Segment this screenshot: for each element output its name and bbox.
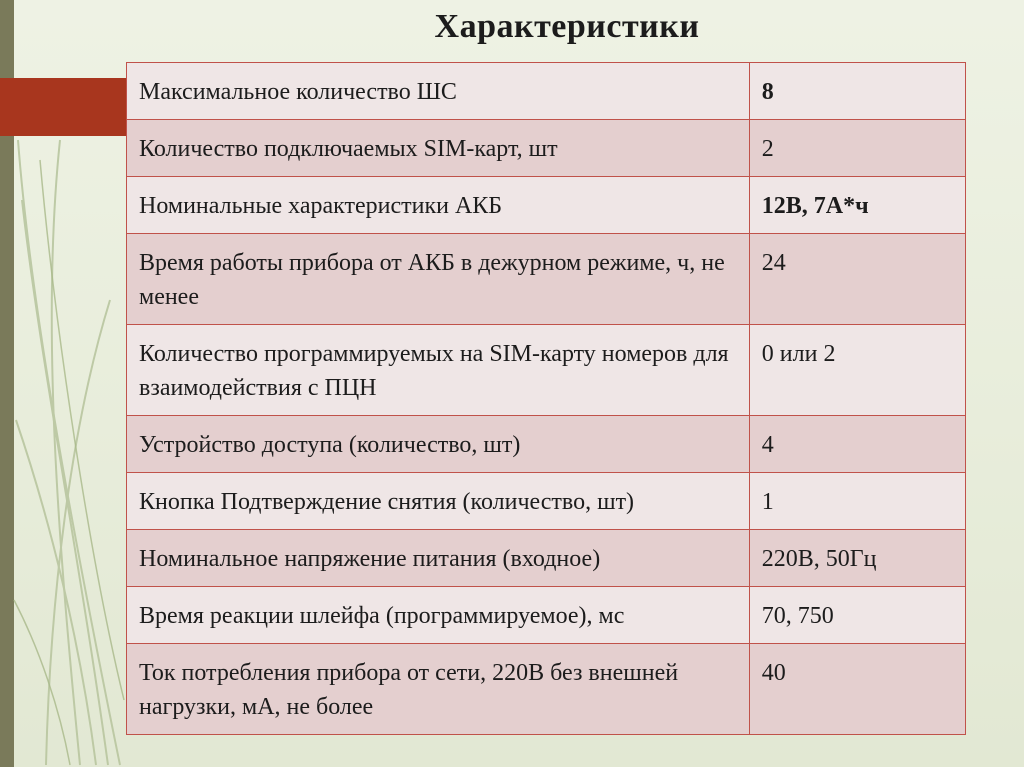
parameter-label: Номинальное напряжение питания (входное)	[127, 530, 750, 587]
parameter-value: 8	[749, 63, 965, 120]
table-row	[127, 530, 966, 587]
parameter-label: Ток потребления прибора от сети, 220В без внешней нагрузки, мА, не более	[127, 644, 750, 735]
parameter-label: Устройство доступа (количество, шт)	[127, 416, 750, 473]
table-row	[127, 120, 966, 177]
parameter-value: 0 или 2	[749, 325, 965, 416]
parameter-label: Время работы прибора от АКБ в дежурном режиме, ч, не менее	[127, 234, 750, 325]
table-row	[127, 587, 966, 644]
parameter-label: Количество подключаемых SIM-карт, шт	[127, 120, 750, 177]
table-row	[127, 177, 966, 234]
parameter-value: 1	[749, 473, 965, 530]
parameter-value: 2	[749, 120, 965, 177]
parameter-value: 220В, 50Гц	[749, 530, 965, 587]
parameter-label: Кнопка Подтверждение снятия (количество, шт)	[127, 473, 750, 530]
table-row	[127, 644, 966, 735]
parameter-value: 24	[749, 234, 965, 325]
page-title: Характеристики	[434, 8, 700, 45]
parameter-label: Время реакции шлейфа (программируемое), мс	[127, 587, 750, 644]
parameter-label: Номинальные характеристики АКБ	[127, 177, 750, 234]
parameter-value: 70, 750	[749, 587, 965, 644]
table-row	[127, 63, 966, 120]
parameter-label: Максимальное количество ШС	[127, 63, 750, 120]
parameter-label: Количество программируемых на SIM-карту номеров для взаимодействия с ПЦН	[127, 325, 750, 416]
table-row	[127, 325, 966, 416]
parameter-value: 40	[749, 644, 965, 735]
characteristics-table	[126, 62, 966, 735]
table-row	[127, 473, 966, 530]
parameter-value: 12В, 7А*ч	[749, 177, 965, 234]
table-row	[127, 416, 966, 473]
table-row	[127, 234, 966, 325]
parameter-value: 4	[749, 416, 965, 473]
